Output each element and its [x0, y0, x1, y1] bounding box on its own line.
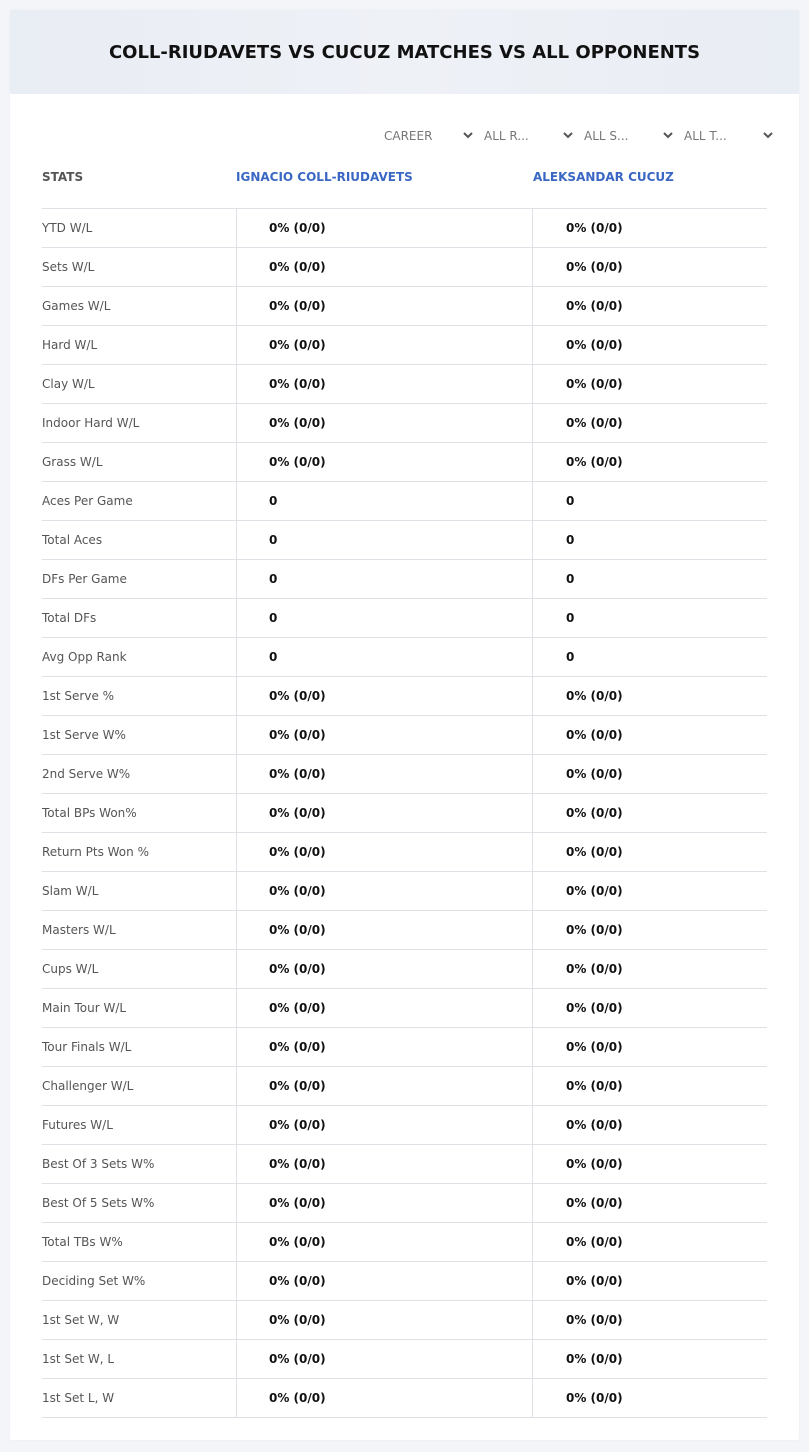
filter-tournament-label: ALL T...: [684, 129, 727, 143]
stat-label: Return Pts Won %: [42, 845, 149, 859]
player1-stat-value: 0% (0/0): [236, 1184, 532, 1222]
stat-label: Best Of 3 Sets W%: [42, 1157, 155, 1171]
player2-stat-value: 0% (0/0): [532, 209, 767, 247]
table-row: [42, 794, 767, 833]
player2-stat-value: 0% (0/0): [532, 950, 767, 988]
player2-name-link[interactable]: ALEKSANDAR CUCUZ: [533, 170, 674, 184]
table-row: [42, 1106, 767, 1145]
player1-stat-value: 0% (0/0): [236, 989, 532, 1027]
chevron-down-icon: [562, 128, 574, 142]
player2-stat-value: 0% (0/0): [532, 1340, 767, 1378]
filter-surface-label: ALL S...: [584, 129, 629, 143]
player1-stat-value: 0% (0/0): [236, 404, 532, 442]
table-row: [42, 326, 767, 365]
table-row: [42, 833, 767, 872]
player2-stat-value: 0% (0/0): [532, 1028, 767, 1066]
stat-label: Challenger W/L: [42, 1079, 134, 1093]
stat-label: Total DFs: [42, 611, 97, 625]
player1-stat-value: 0% (0/0): [236, 287, 532, 325]
player2-stat-value: 0% (0/0): [532, 1223, 767, 1261]
table-row: [42, 521, 767, 560]
player2-stat-value: 0: [532, 560, 767, 598]
table-row: [42, 1340, 767, 1379]
stats-table-body: [42, 208, 767, 1418]
player2-stat-value: 0% (0/0): [532, 794, 767, 832]
table-row: [42, 365, 767, 404]
table-row: [42, 950, 767, 989]
player2-stat-value: 0% (0/0): [532, 365, 767, 403]
stat-label: Futures W/L: [42, 1118, 113, 1132]
stat-label: 1st Serve W%: [42, 728, 126, 742]
table-row: [42, 677, 767, 716]
page-title: COLL-RIUDAVETS VS CUCUZ MATCHES VS ALL OPPONENTS: [108, 41, 701, 63]
player1-stat-value: 0: [236, 482, 532, 520]
table-row: [42, 989, 767, 1028]
stat-label: Tour Finals W/L: [42, 1040, 132, 1054]
player1-stat-value: 0% (0/0): [236, 1106, 532, 1144]
stat-label: Games W/L: [42, 299, 111, 313]
stats-card: [10, 10, 799, 1440]
table-row: [42, 1184, 767, 1223]
player2-stat-value: 0: [532, 638, 767, 676]
table-row: [42, 1067, 767, 1106]
player1-stat-value: 0% (0/0): [236, 1379, 532, 1417]
player2-stat-value: 0% (0/0): [532, 872, 767, 910]
stat-label: Masters W/L: [42, 923, 116, 937]
player2-stat-value: 0% (0/0): [532, 326, 767, 364]
stat-label: Avg Opp Rank: [42, 650, 127, 664]
player1-stat-value: 0% (0/0): [236, 833, 532, 871]
player1-stat-value: 0% (0/0): [236, 1262, 532, 1300]
player1-stat-value: 0% (0/0): [236, 1340, 532, 1378]
player1-stat-value: 0% (0/0): [236, 1145, 532, 1183]
player1-stat-value: 0% (0/0): [236, 950, 532, 988]
filter-tournament-select[interactable]: [684, 127, 784, 145]
page-header: [10, 10, 799, 94]
player2-stat-value: 0% (0/0): [532, 287, 767, 325]
stat-label: Indoor Hard W/L: [42, 416, 140, 430]
chevron-down-icon: [462, 128, 474, 142]
stat-label: Deciding Set W%: [42, 1274, 146, 1288]
player2-stat-value: 0% (0/0): [532, 248, 767, 286]
stat-label: Sets W/L: [42, 260, 95, 274]
stat-label: 1st Set L, W: [42, 1391, 115, 1405]
table-row: [42, 1028, 767, 1067]
table-row: [42, 404, 767, 443]
table-row: [42, 1145, 767, 1184]
player1-stat-value: 0: [236, 521, 532, 559]
player1-stat-value: 0% (0/0): [236, 872, 532, 910]
player1-stat-value: 0% (0/0): [236, 677, 532, 715]
filter-period-select[interactable]: [384, 127, 484, 145]
player1-stat-value: 0% (0/0): [236, 794, 532, 832]
player2-stat-value: 0% (0/0): [532, 677, 767, 715]
stat-label: Best Of 5 Sets W%: [42, 1196, 155, 1210]
table-row: [42, 755, 767, 794]
player2-stat-value: 0% (0/0): [532, 1067, 767, 1105]
player1-stat-value: 0% (0/0): [236, 248, 532, 286]
player2-stat-value: 0% (0/0): [532, 1145, 767, 1183]
table-row: [42, 599, 767, 638]
chevron-down-icon: [762, 128, 774, 142]
stat-label: DFs Per Game: [42, 572, 127, 586]
player2-stat-value: 0: [532, 599, 767, 637]
stat-label: Grass W/L: [42, 455, 103, 469]
player2-stat-value: 0% (0/0): [532, 833, 767, 871]
player1-stat-value: 0% (0/0): [236, 365, 532, 403]
player1-name-link[interactable]: IGNACIO COLL-RIUDAVETS: [236, 170, 413, 184]
player2-stat-value: 0% (0/0): [532, 404, 767, 442]
player1-stat-value: 0% (0/0): [236, 1301, 532, 1339]
player2-stat-value: 0% (0/0): [532, 443, 767, 481]
filter-period-label: CAREER: [384, 129, 433, 143]
player2-stat-value: 0% (0/0): [532, 911, 767, 949]
table-row: [42, 287, 767, 326]
player2-stat-value: 0% (0/0): [532, 716, 767, 754]
player2-stat-value: 0% (0/0): [532, 1262, 767, 1300]
table-header: [42, 170, 767, 208]
player1-stat-value: 0% (0/0): [236, 209, 532, 247]
table-row: [42, 911, 767, 950]
table-row: [42, 248, 767, 287]
stat-label: Main Tour W/L: [42, 1001, 127, 1015]
player2-stat-value: 0% (0/0): [532, 989, 767, 1027]
player2-stat-value: 0% (0/0): [532, 1184, 767, 1222]
chevron-down-icon: [662, 128, 674, 142]
stat-label: Cups W/L: [42, 962, 99, 976]
table-row: [42, 872, 767, 911]
player1-stat-value: 0% (0/0): [236, 1067, 532, 1105]
player1-stat-value: 0% (0/0): [236, 755, 532, 793]
stat-label: Total BPs Won%: [42, 806, 137, 820]
player2-stat-value: 0% (0/0): [532, 1379, 767, 1417]
table-row: [42, 209, 767, 248]
player1-stat-value: 0% (0/0): [236, 1028, 532, 1066]
table-row: [42, 560, 767, 599]
stat-label: Aces Per Game: [42, 494, 133, 508]
stat-label: Clay W/L: [42, 377, 95, 391]
filter-surface-select[interactable]: [584, 127, 684, 145]
table-row: [42, 1262, 767, 1301]
stat-label: Hard W/L: [42, 338, 98, 352]
stat-label: YTD W/L: [42, 221, 93, 235]
stat-label: Total Aces: [42, 533, 103, 547]
player2-stat-value: 0% (0/0): [532, 1301, 767, 1339]
table-row: [42, 1379, 767, 1418]
stats-column-header: STATS: [42, 170, 84, 184]
table-row: [42, 1301, 767, 1340]
player2-stat-value: 0: [532, 521, 767, 559]
stat-label: 1st Set W, W: [42, 1313, 120, 1327]
player2-stat-value: 0: [532, 482, 767, 520]
player1-stat-value: 0: [236, 560, 532, 598]
stat-label: 2nd Serve W%: [42, 767, 131, 781]
stat-label: 1st Serve %: [42, 689, 115, 703]
table-row: [42, 716, 767, 755]
player1-stat-value: 0% (0/0): [236, 443, 532, 481]
stat-label: 1st Set W, L: [42, 1352, 115, 1366]
player1-stat-value: 0% (0/0): [236, 716, 532, 754]
player1-stat-value: 0% (0/0): [236, 326, 532, 364]
player1-stat-value: 0: [236, 599, 532, 637]
player2-stat-value: 0% (0/0): [532, 1106, 767, 1144]
filter-round-label: ALL R...: [484, 129, 529, 143]
player1-stat-value: 0: [236, 638, 532, 676]
filter-bar: [384, 127, 784, 145]
player1-stat-value: 0% (0/0): [236, 1223, 532, 1261]
table-row: [42, 482, 767, 521]
player1-stat-value: 0% (0/0): [236, 911, 532, 949]
stat-label: Slam W/L: [42, 884, 99, 898]
filter-round-select[interactable]: [484, 127, 584, 145]
table-row: [42, 638, 767, 677]
table-row: [42, 443, 767, 482]
stat-label: Total TBs W%: [42, 1235, 123, 1249]
table-row: [42, 1223, 767, 1262]
player2-stat-value: 0% (0/0): [532, 755, 767, 793]
